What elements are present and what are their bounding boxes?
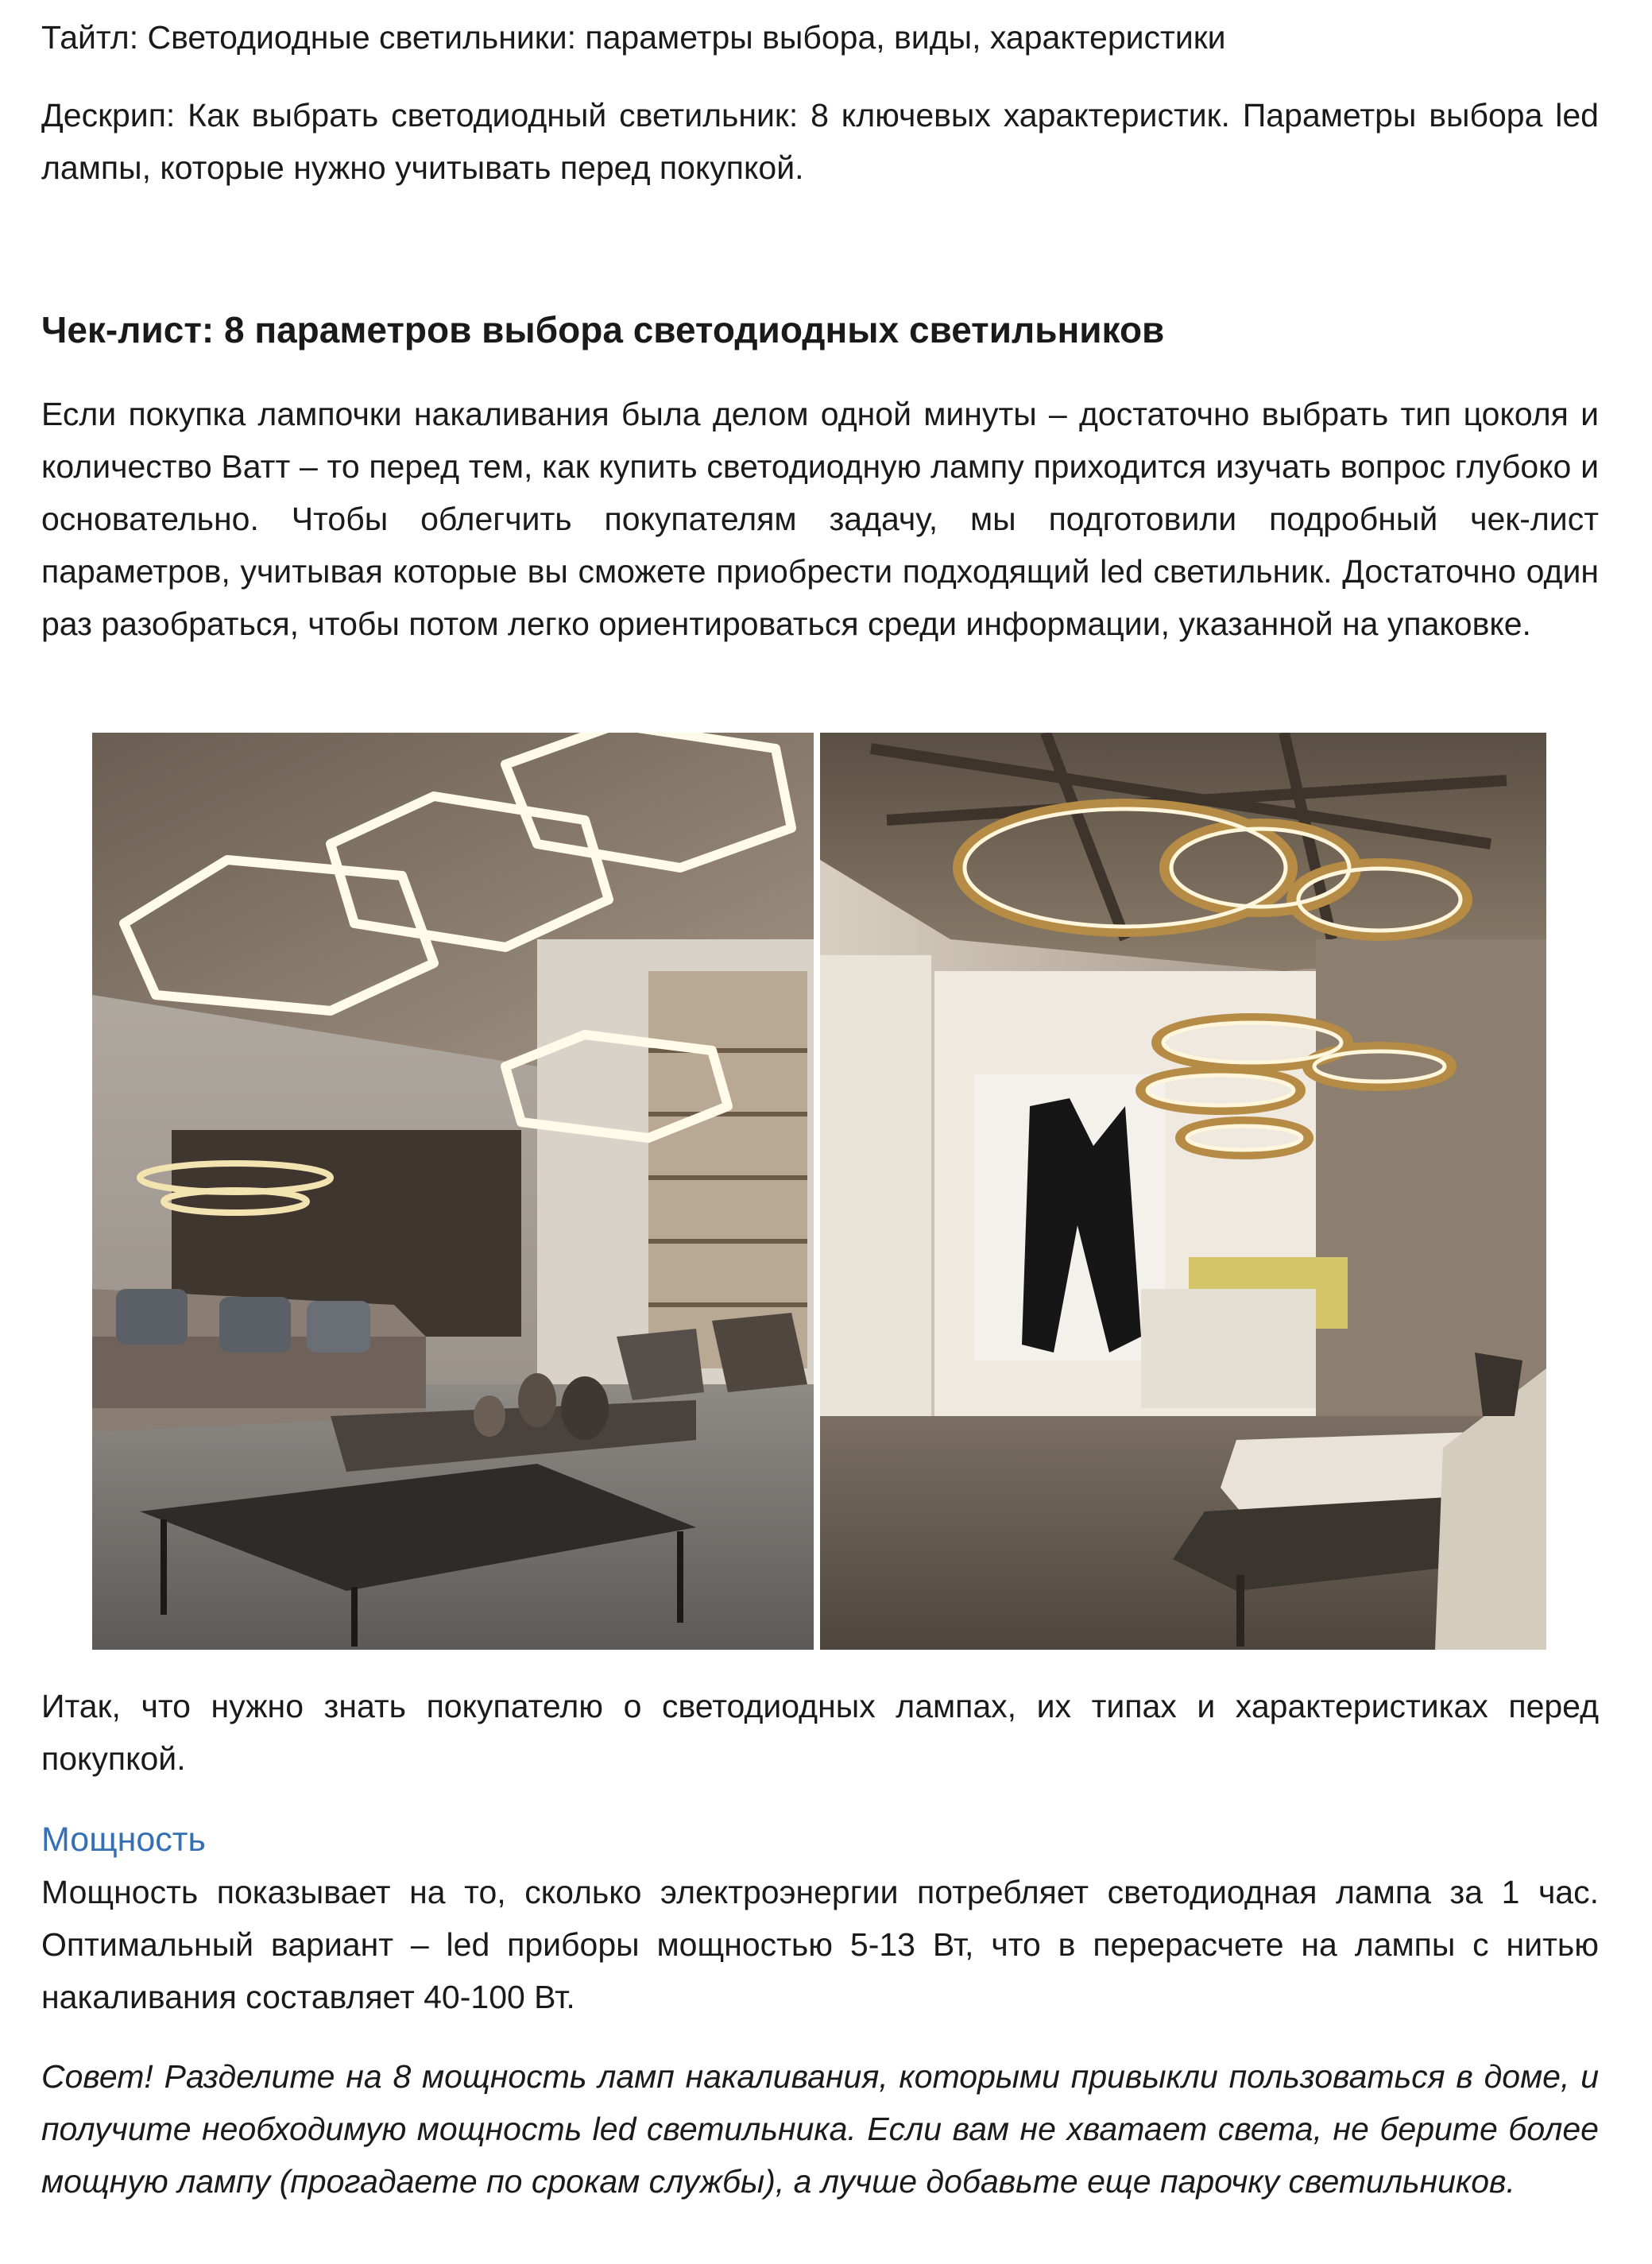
seo-title-line: Тайтл: Светодиодные светильники: параметры выбора, виды, характеристики <box>41 19 1226 56</box>
tip-paragraph: Совет! Разделите на 8 мощность ламп накаливания, которыми привыкли пользоваться в доме, и получите необходимую мощность led светильника. Если вам не хватает света, не берите более мощную лампу (прогадаете по срокам службы), а лучше добавьте еще парочку светильников. <box>41 2058 1599 2200</box>
summary-paragraph: Итак, что нужно знать покупателю о светодиодных лампах, их типах и характеристиках перед покупкой. <box>41 1688 1599 1777</box>
intro-paragraph: Если покупка лампочки накаливания была делом одной минуты – достаточно выбрать тип цоколя и количество Ватт – то перед тем, как купить светодиодную лампу приходится изучать вопрос глубоко и основательно. Чтобы облегчить покупателям задачу, мы подготовили подробный чек-лист параметров, учитывая которые вы сможете приобрести подходящий led светильник. Достаточно один раз разобраться, чтобы потом легко ориентироваться среди информации, указанной на упаковке. <box>41 396 1599 642</box>
section-heading-power: Мощность <box>41 1821 206 1859</box>
article-heading: Чек-лист: 8 параметров выбора светодиодных светильников <box>41 309 1165 350</box>
right-interior-photo <box>820 733 1546 1650</box>
interior-photos <box>92 733 1546 1650</box>
seo-description-line: Дескрип: Как выбрать светодиодный светильник: 8 ключевых характеристик. Параметры выбора led лампы, которые нужно учитывать перед покупкой. <box>41 97 1599 186</box>
power-paragraph: Мощность показывает на то, сколько электроэнергии потребляет светодиодная лампа за 1 час. Оптимальный вариант – led приборы мощностью 5-13 Вт, что в перерасчете на лампы с нитью накаливания составляет 40-100 Вт. <box>41 1874 1599 2015</box>
left-interior-photo <box>92 733 814 1650</box>
